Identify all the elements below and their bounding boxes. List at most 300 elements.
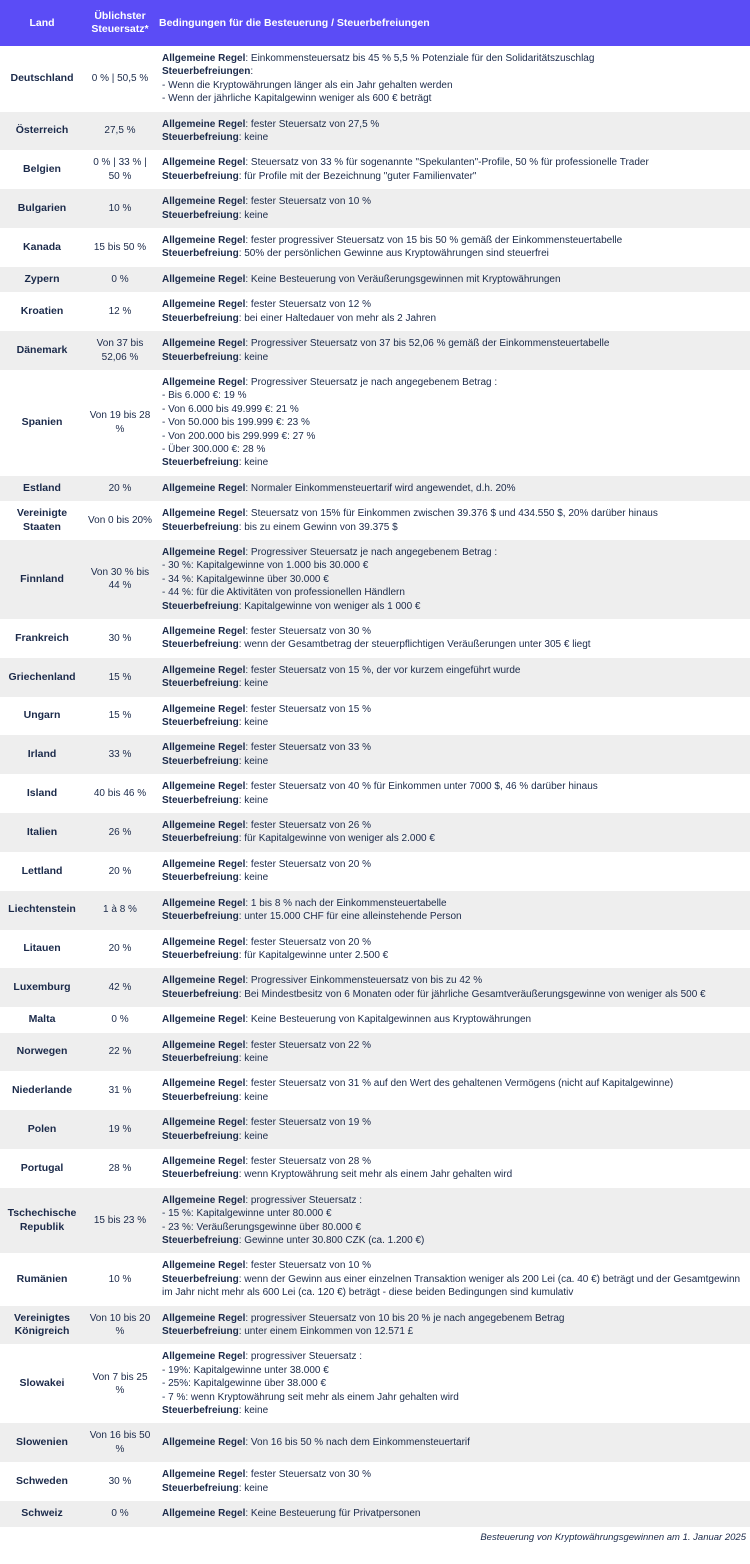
condition-label: Steuerbefreiung [162,833,239,845]
condition-line [162,936,746,949]
rate-cell: 10 % [84,1253,156,1305]
condition-label: Allgemeine Regel [162,376,246,388]
table-row [0,331,750,370]
table-row [0,189,750,228]
condition-text: : 1 bis 8 % nach der Einkommensteuertabelle [245,897,447,909]
condition-line [162,416,746,429]
rate-cell: 20 % [84,476,156,501]
conditions-cell [156,891,750,930]
condition-line [162,794,746,807]
condition-line [162,1350,746,1363]
table-row [0,658,750,697]
rate-cell: 31 % [84,1071,156,1110]
condition-line [162,1404,746,1417]
condition-line [162,897,746,910]
condition-text: : Keine Besteuerung von Veräußerungsgewinnen mit Kryptowährungen [245,273,561,285]
condition-line [162,871,746,884]
condition-line [162,376,746,389]
condition-label: Steuerbefreiung [162,755,239,767]
condition-line [162,974,746,987]
rate-cell: 33 % [84,735,156,774]
condition-line [162,131,746,144]
condition-line [162,716,746,729]
condition-line [162,1364,746,1377]
condition-label: Steuerbefreiung [162,1405,239,1417]
header-row [0,0,750,46]
rate-cell: Von 16 bis 50 % [84,1423,156,1462]
condition-label: Allgemeine Regel [162,1508,246,1520]
condition-line [162,156,746,169]
rate-cell: 0 % [84,1501,156,1526]
table-row [0,150,750,189]
condition-label: Allgemeine Regel [162,1014,246,1026]
conditions-cell [156,46,750,112]
rate-cell: 0 % [84,267,156,292]
table-row [0,619,750,658]
country-cell: Slowenien [0,1423,84,1462]
condition-label: Steuerbefreiung [162,1130,239,1142]
conditions-cell [156,1188,750,1254]
conditions-cell [156,1007,750,1032]
condition-label: Steuerbefreiung [162,248,239,260]
condition-line [162,1052,746,1065]
condition-text: : fester Steuersatz von 40 % für Einkommen unter 7000 $, 46 % darüber hinaus [245,781,598,793]
header-rate: Üblichster Steuersatz* [84,0,156,46]
country-cell: Deutschland [0,46,84,112]
condition-text: : Von 16 bis 50 % nach dem Einkommensteuertarif [245,1437,470,1449]
country-cell: Schweden [0,1462,84,1501]
country-cell: Zypern [0,267,84,292]
conditions-cell [156,501,750,540]
condition-line [162,1091,746,1104]
table-row [0,891,750,930]
conditions-cell [156,697,750,736]
condition-text: : fester Steuersatz von 28 % [245,1155,371,1167]
country-cell: Estland [0,476,84,501]
condition-line [162,118,746,131]
condition-line [162,1013,746,1026]
rate-cell: 28 % [84,1149,156,1188]
table-row [0,697,750,736]
condition-line [162,546,746,559]
condition-line [162,234,746,247]
country-cell: Vereinigtes Königreich [0,1306,84,1345]
country-cell: Schweiz [0,1501,84,1526]
rate-cell: Von 30 % bis 44 % [84,540,156,619]
condition-line [162,389,746,402]
rate-cell: 15 bis 23 % [84,1188,156,1254]
rate-cell: 15 % [84,658,156,697]
condition-label: Allgemeine Regel [162,664,246,676]
condition-text: : Normaler Einkommensteuertarif wird angewendet, d.h. 20% [245,482,516,494]
condition-label: Allgemeine Regel [162,546,246,558]
condition-text: : fester Steuersatz von 30 % [245,1469,371,1481]
conditions-cell [156,1462,750,1501]
country-cell: Norwegen [0,1033,84,1072]
country-cell: Niederlande [0,1071,84,1110]
condition-text: : für Kapitalgewinne von weniger als 2.000 € [238,833,435,845]
table-row [0,476,750,501]
conditions-cell [156,1344,750,1423]
condition-line [162,586,746,599]
condition-text: : fester Steuersatz von 26 % [245,820,371,832]
condition-text: : keine [238,457,269,469]
table-row [0,968,750,1007]
condition-label: Steuerbefreiung [162,988,239,1000]
condition-label: Steuerbefreiung [162,1052,239,1064]
rate-cell: 15 bis 50 % [84,228,156,267]
condition-label: Steuerbefreiung [162,872,239,884]
condition-line [162,52,746,65]
condition-text: : Progressiver Steuersatz je nach angegebenem Betrag : [245,546,498,558]
condition-text: - 44 %: für die Aktivitäten von professionellen Händlern [162,587,405,599]
condition-text: : Kapitalgewinne von weniger als 1 000 € [238,600,421,612]
condition-line [162,949,746,962]
condition-line [162,65,746,78]
condition-text: : 50% der persönlichen Gewinne aus Kryptowährungen sind steuerfrei [238,248,549,260]
condition-label: Allgemeine Regel [162,196,246,208]
condition-label: Steuerbefreiung [162,209,239,221]
condition-text: : fester Steuersatz von 15 %, der vor kurzem eingeführt wurde [245,664,521,676]
header-conditions: Bedingungen für die Besteuerung / Steuerbefreiungen [156,0,750,46]
condition-label: Allgemeine Regel [162,273,246,285]
condition-label: Allgemeine Regel [162,936,246,948]
condition-text: - Von 50.000 bis 199.999 €: 23 % [162,417,310,429]
conditions-cell [156,1501,750,1526]
condition-line [162,247,746,260]
condition-line [162,443,746,456]
condition-text: : für Kapitalgewinne unter 2.500 € [238,949,389,961]
condition-line [162,664,746,677]
condition-line [162,273,746,286]
country-cell: Slowakei [0,1344,84,1423]
condition-label: Allgemeine Regel [162,975,246,987]
condition-label: Allgemeine Regel [162,858,246,870]
condition-label: Steuerbefreiung [162,170,239,182]
condition-label: Allgemeine Regel [162,1351,246,1363]
table-row [0,1423,750,1462]
condition-line [162,703,746,716]
condition-line [162,677,746,690]
conditions-cell [156,1071,750,1110]
condition-label: Steuerbefreiungen [162,66,251,78]
table-row [0,370,750,476]
table-body [0,46,750,1527]
condition-line [162,1259,746,1272]
condition-text: - 19%: Kapitalgewinne unter 38.000 € [162,1364,329,1376]
condition-text: - Bis 6.000 €: 19 % [162,390,247,402]
country-cell: Rumänien [0,1253,84,1305]
condition-text: : bis zu einem Gewinn von 39.375 $ [238,521,398,533]
condition-text: : fester Steuersatz von 22 % [245,1039,371,1051]
condition-label: Steuerbefreiung [162,717,239,729]
conditions-cell [156,852,750,891]
conditions-cell [156,370,750,476]
condition-label: Steuerbefreiung [162,794,239,806]
table-row [0,1344,750,1423]
condition-label: Allgemeine Regel [162,235,246,247]
conditions-cell [156,658,750,697]
table-row [0,930,750,969]
condition-line [162,1207,746,1220]
condition-label: Steuerbefreiung [162,1482,239,1494]
country-cell: Lettland [0,852,84,891]
condition-label: Steuerbefreiung [162,1326,239,1338]
condition-line [162,1325,746,1338]
country-cell: Malta [0,1007,84,1032]
condition-line [162,351,746,364]
condition-label: Steuerbefreiung [162,1235,239,1246]
condition-line [162,1116,746,1129]
table-row [0,292,750,331]
condition-text: : Progressiver Einkommensteuersatz von bis zu 42 % [245,975,483,987]
condition-label: Allgemeine Regel [162,299,246,311]
rate-cell: 20 % [84,930,156,969]
table-row [0,540,750,619]
condition-line [162,858,746,871]
condition-line [162,482,746,495]
country-cell: Luxemburg [0,968,84,1007]
condition-label: Allgemeine Regel [162,703,246,715]
conditions-cell [156,735,750,774]
condition-label: Allgemeine Regel [162,118,246,130]
table-row [0,1149,750,1188]
condition-line [162,507,746,520]
condition-text: : keine [238,755,269,767]
condition-line [162,209,746,222]
table-row [0,1306,750,1345]
condition-line [162,638,746,651]
condition-label: Allgemeine Regel [162,338,246,350]
condition-text: : fester Steuersatz von 31 % auf den Wert des gehaltenen Vermögens (nicht auf Kapitalgewinne) [245,1078,674,1090]
condition-label: Steuerbefreiung [162,1169,239,1181]
condition-text: : wenn der Gesamtbetrag der steuerpflichtigen Veräußerungen unter 305 € liegt [238,639,591,651]
condition-line [162,1312,746,1325]
condition-text: : keine [238,678,269,690]
condition-label: Allgemeine Regel [162,1039,246,1051]
condition-line [162,79,746,92]
rate-cell: 42 % [84,968,156,1007]
condition-text: : wenn der Gewinn aus einer einzelnen Transaktion weniger als 200 Lei (ca. 40 €) beträgt und der Gesamtgewinn im Jahr nicht mehr als 600 Lei (ca. 120 €) beträgt - diese beiden Bedingungen sind kumulativ [162,1273,741,1299]
condition-label: Allgemeine Regel [162,626,246,637]
rate-cell: 0 % | 50,5 % [84,46,156,112]
condition-text: : keine [238,1482,269,1494]
country-cell: Spanien [0,370,84,476]
rate-cell: Von 10 bis 20 % [84,1306,156,1345]
condition-line [162,312,746,325]
table-row [0,46,750,112]
condition-line [162,1221,746,1234]
condition-line [162,741,746,754]
condition-text: - 34 %: Kapitalgewinne über 30.000 € [162,573,329,585]
table-row [0,1188,750,1254]
rate-cell: 10 % [84,189,156,228]
condition-label: Allgemeine Regel [162,508,246,520]
table-row [0,112,750,151]
condition-label: Steuerbefreiung [162,1091,239,1103]
condition-label: Steuerbefreiung [162,911,239,923]
condition-text: : fester Steuersatz von 12 % [245,299,371,311]
condition-line [162,573,746,586]
country-cell: Frankreich [0,619,84,658]
condition-text: : Progressiver Steuersatz von 37 bis 52,06 % gemäß der Einkommensteuertabelle [245,338,610,350]
condition-line [162,755,746,768]
condition-line [162,195,746,208]
condition-text: - 15 %: Kapitalgewinne unter 80.000 € [162,1208,332,1220]
condition-text: : keine [238,1130,269,1142]
conditions-cell [156,292,750,331]
condition-label: Allgemeine Regel [162,742,246,754]
condition-text: - Von 6.000 bis 49.999 €: 21 % [162,403,299,415]
condition-label: Steuerbefreiung [162,1273,239,1285]
condition-label: Steuerbefreiung [162,457,239,469]
condition-label: Allgemeine Regel [162,1078,246,1090]
condition-line [162,1468,746,1481]
condition-label: Steuerbefreiung [162,949,239,961]
rate-cell: Von 37 bis 52,06 % [84,331,156,370]
condition-text: : für Profile mit der Bezeichnung "guter Familienvater" [238,170,477,182]
table-row [0,1501,750,1526]
condition-line [162,625,746,638]
country-cell: Irland [0,735,84,774]
country-cell: Dänemark [0,331,84,370]
rate-cell: 12 % [84,292,156,331]
country-cell: Liechtenstein [0,891,84,930]
country-cell: Vereinigte Staaten [0,501,84,540]
condition-line [162,1482,746,1495]
condition-line [162,403,746,416]
condition-line [162,1168,746,1181]
condition-line [162,988,746,1001]
country-cell: Tschechische Republik [0,1188,84,1254]
condition-text: - 7 %: wenn Kryptowährung seit mehr als einem Jahr gehalten wird [162,1391,459,1403]
country-cell: Griechenland [0,658,84,697]
condition-label: Steuerbefreiung [162,678,239,690]
condition-text: : [250,66,254,78]
conditions-cell [156,150,750,189]
header-country: Land [0,0,84,46]
condition-line [162,1234,746,1247]
condition-label: Allgemeine Regel [162,157,246,169]
condition-line [162,832,746,845]
condition-line [162,1077,746,1090]
condition-text: : Progressiver Steuersatz je nach angegebenem Betrag : [245,376,498,388]
condition-label: Steuerbefreiung [162,639,239,651]
conditions-cell [156,813,750,852]
condition-label: Allgemeine Regel [162,1117,246,1129]
condition-line [162,1194,746,1207]
country-cell: Italien [0,813,84,852]
condition-text: : keine [238,209,269,221]
condition-label: Allgemeine Regel [162,1260,246,1272]
condition-text: - Wenn der jährliche Kapitalgewinn weniger als 600 € beträgt [162,93,432,105]
conditions-cell [156,267,750,292]
conditions-cell [156,331,750,370]
condition-text: : progressiver Steuersatz von 10 bis 20 % je nach angegebenem Betrag [245,1312,565,1324]
condition-text: : progressiver Steuersatz : [245,1194,363,1206]
rate-cell: 26 % [84,813,156,852]
table-row [0,267,750,292]
condition-text: : keine [238,1405,269,1417]
condition-line [162,910,746,923]
rate-cell: 0 % [84,1007,156,1032]
condition-line [162,600,746,613]
table-row [0,1033,750,1072]
condition-label: Allgemeine Regel [162,820,246,832]
condition-text: : fester progressiver Steuersatz von 15 bis 50 % gemäß der Einkommensteuertabelle [245,235,623,247]
country-cell: Island [0,774,84,813]
conditions-cell [156,112,750,151]
condition-line [162,1391,746,1404]
country-cell: Kanada [0,228,84,267]
condition-text: - Über 300.000 €: 28 % [162,443,266,455]
condition-line [162,298,746,311]
rate-cell: 1 à 8 % [84,891,156,930]
conditions-cell [156,1149,750,1188]
condition-line [162,456,746,469]
condition-text: : fester Steuersatz von 33 % [245,742,371,754]
condition-text: : keine [238,1052,269,1064]
condition-line [162,1507,746,1520]
country-cell: Portugal [0,1149,84,1188]
table-row [0,1071,750,1110]
condition-text: : Gewinne unter 30.800 CZK (ca. 1.200 €) [238,1235,425,1246]
conditions-cell [156,774,750,813]
rate-cell: 22 % [84,1033,156,1072]
condition-text: : fester Steuersatz von 10 % [245,1260,371,1272]
condition-label: Steuerbefreiung [162,312,239,324]
rate-cell: 20 % [84,852,156,891]
condition-label: Steuerbefreiung [162,600,239,612]
condition-label: Allgemeine Regel [162,482,246,494]
condition-text: : fester Steuersatz von 20 % [245,936,371,948]
condition-text: : Steuersatz von 15% für Einkommen zwischen 39.376 $ und 434.550 $, 20% darüber hinaus [245,508,658,520]
conditions-cell [156,1033,750,1072]
condition-text: - 25%: Kapitalgewinne über 38.000 € [162,1378,327,1390]
table-row [0,228,750,267]
conditions-cell [156,540,750,619]
table-row [0,1462,750,1501]
table-row [0,1110,750,1149]
condition-text: : bei einer Haltedauer von mehr als 2 Jahren [238,312,437,324]
condition-text: : fester Steuersatz von 30 % [245,626,371,637]
condition-text: - Wenn die Kryptowährungen länger als ein Jahr gehalten werden [162,79,453,91]
condition-text: : unter einem Einkommen von 12.571 £ [238,1326,414,1338]
condition-text: : Keine Besteuerung für Privatpersonen [245,1508,421,1520]
condition-label: Steuerbefreiung [162,521,239,533]
country-cell: Bulgarien [0,189,84,228]
condition-line [162,521,746,534]
condition-text: : Einkommensteuersatz bis 45 % 5,5 % Potenziale für den Solidaritätszuschlag [245,53,595,64]
condition-line [162,92,746,105]
table-header [0,0,750,46]
condition-text: : Bei Mindestbesitz von 6 Monaten oder für jährliche Gesamtveräußerungsgewinne von weniger als 500 € [238,988,706,1000]
condition-text: : keine [238,794,269,806]
condition-text: : keine [238,872,269,884]
condition-line [162,559,746,572]
condition-line [162,1155,746,1168]
condition-label: Allgemeine Regel [162,1469,246,1481]
table-row [0,774,750,813]
table-row [0,501,750,540]
table-row [0,1253,750,1305]
condition-line [162,1436,746,1449]
rate-cell: 0 % | 33 % | 50 % [84,150,156,189]
condition-line [162,430,746,443]
condition-label: Allgemeine Regel [162,1194,246,1206]
condition-text: : fester Steuersatz von 19 % [245,1117,371,1129]
country-cell: Litauen [0,930,84,969]
